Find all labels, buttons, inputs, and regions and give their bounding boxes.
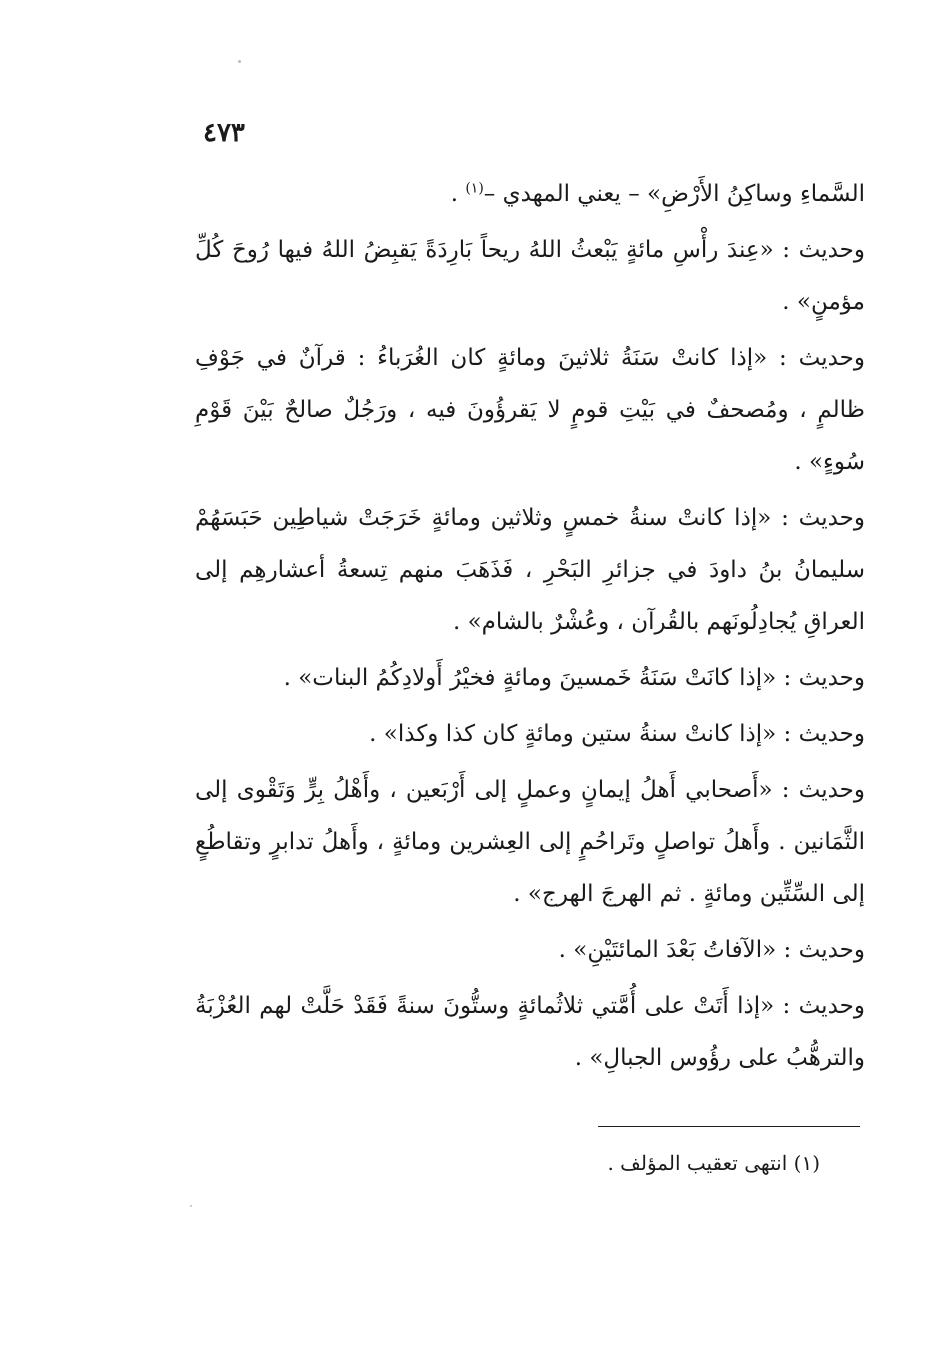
- footnote-marker[interactable]: (١): [465, 180, 484, 197]
- paragraph-end: .: [450, 181, 466, 207]
- paragraph: وحديث : «إذا كانتْ سنةُ خمسٍ وثلاثين ومائةٍ خَرَجَتْ شياطِين حَبَسَهُمْ سليمانُ بنُ داودَ في جزائرِ البَحْرِ ، فَذَهَبَ منهم تِسعةُ أعشارهِم إلى العراقِ يُجادِلُونَهم بالقُرآن ، وعُشْرٌ بالشام» .: [195, 505, 865, 635]
- paragraph: [195, 168, 865, 220]
- main-text: [195, 168, 865, 1088]
- paragraph: وحديث : «إذا كانَتْ سَنَةُ خَمسينَ ومائةٍ فخيْرُ أَولادِكُمُ البنات» .: [283, 665, 865, 691]
- scan-speck: [238, 60, 241, 63]
- paragraph: وحديث : «إذا كانتْ سنةُ ستين ومائةٍ كان كذا وكذا» .: [369, 721, 865, 747]
- paragraph: وحديث : «الآفاتُ بَعْدَ المائتَيْنِ» .: [558, 937, 865, 963]
- paragraph: وحديث : «عِندَ رأْسِ مائةٍ يَبْعثُ اللهُ ريحاً بَارِدَةً يَقبِضُ اللهُ فيها رُوحَ كُلِّ مؤمنٍ» .: [195, 237, 865, 315]
- paragraph: وحديث : «أَصحابي أَهلُ إيمانٍ وعملٍ إلى أَرْبَعين ، وأَهْلُ بِرٍّ وَتَقْوى إلى الثَّمَانين . وأَهلُ تواصلٍ وتَراحُمٍ إلى العِشرين ومائةٍ ، وأَهلُ تدابرٍ وتقاطُعٍ إلى السِّتِّين ومائةٍ . ثم الهرجَ الهرج» .: [195, 777, 865, 907]
- paragraph: وحديث : «إذا كانتْ سَنَةُ ثلاثينَ ومائةٍ كان الغُرَباءُ : قرآنٌ في جَوْفِ ظالمٍ ، ومُصحفٌ في بَيْتِ قومٍ لا يَقرؤُونَ فيه ، ورَجُلٌ صالحٌ بَيْنَ قَوْمِ سُوءٍ» .: [195, 345, 865, 475]
- page-number: ٤٧٣: [203, 118, 245, 148]
- paragraph: وحديث : «إذا أَتَتْ على أُمَّتي ثلاثُمائةٍ وستُّونَ سنةً فَقَدْ حَلَّتْ لهم العُزْبَةُ والترهُّبُ على رؤُوس الجبالِ» .: [195, 993, 865, 1071]
- footnote: (١) انتهى تعقيب المؤلف .: [607, 1151, 820, 1175]
- scan-speck: [190, 1205, 192, 1207]
- paragraph-text: السَّماءِ وساكِنُ الأَرْضِ» – يعني المهدي –: [483, 181, 865, 207]
- footnote-divider: [598, 1126, 860, 1127]
